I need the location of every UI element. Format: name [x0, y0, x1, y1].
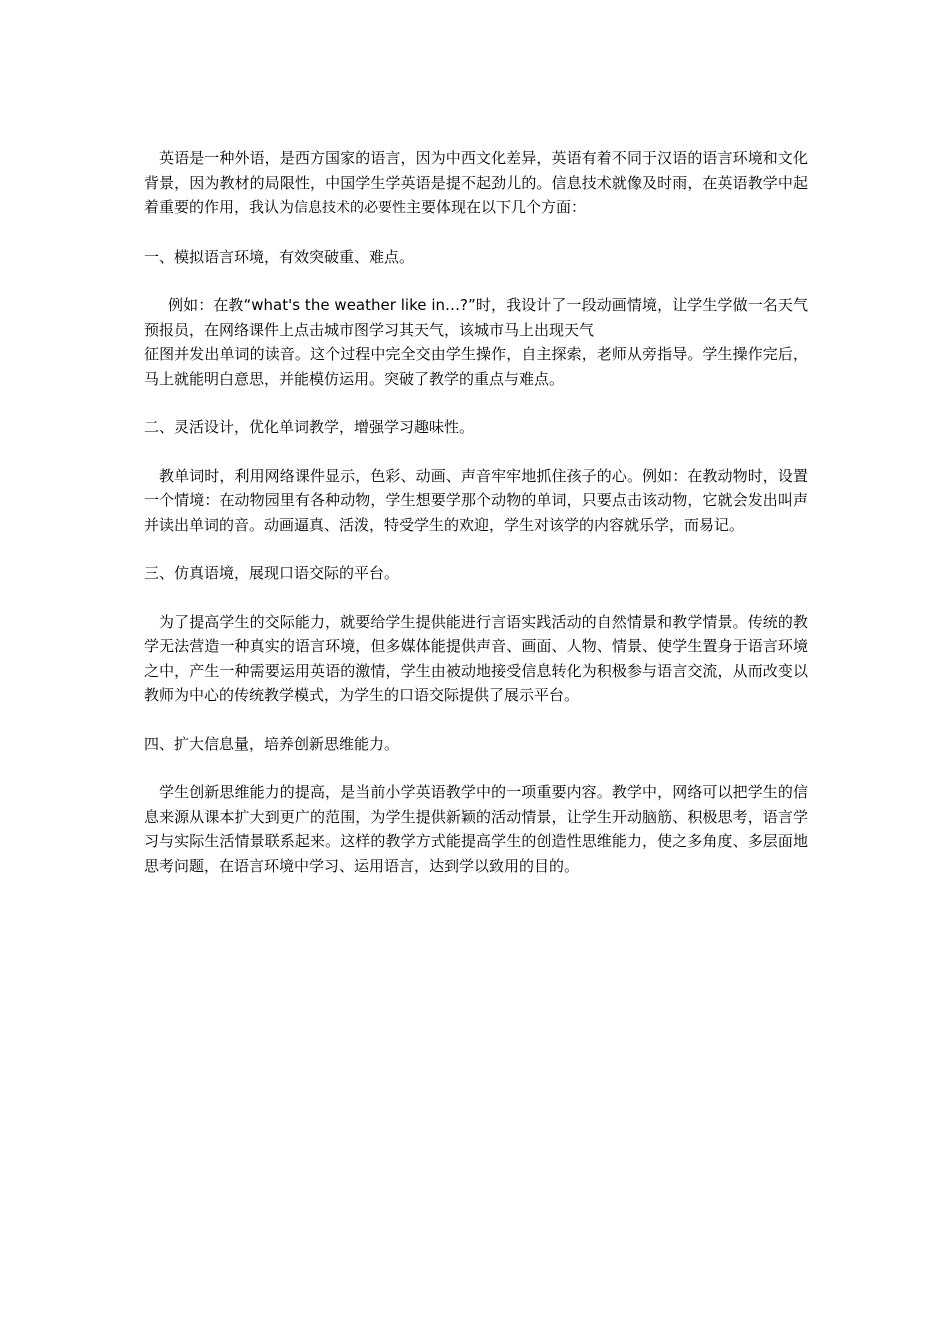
section-body-1-line2: 征图并发出单词的读音。这个过程中完全交由学生操作，自主探索，老师从旁指导。学生操作完后，马上就能明白意思，并能模仿运用。突破了教学的重点与难点。: [144, 345, 808, 388]
intro-paragraph: [144, 146, 808, 221]
section-body-2: 教单词时，利用网络课件显示，色彩、动画、声音牢牢地抓住孩子的心。例如：在教动物时，设置一个情境：在动物园里有各种动物，学生想要学那个动物的单词，只要点击该动物，它就会发出叫声并读出单词的音。动画逼真、活泼，特受学生的欢迎，学生对该学的内容就乐学，而易记。: [144, 466, 808, 534]
section-body-3: 为了提高学生的交际能力，就要给学生提供能进行言语实践活动的自然情景和教学情景。传统的教学无法营造一种真实的语言环境，但多媒体能提供声音、画面、人物、情景、使学生置身于语言环境之中，产生一种需要运用英语的激情，学生由被动地接受信息转化为积极参与语言交流，从而改变以教师为中心的传统教学模式，为学生的口语交际提供了展示平台。: [144, 612, 808, 704]
section-body-4: 学生创新思维能力的提高，是当前小学英语教学中的一项重要内容。教学中，网络可以把学生的信息来源从课本扩大到更广的范围，为学生提供新颖的活动情景，让学生开动脑筋、积极思考，语言学习与实际生活情景联系起来。这样的教学方式能提高学生的创造性思维能力，使之多角度、多层面地思考问题，在语言环境中学习、运用语言，达到学以致用的目的。: [144, 783, 808, 875]
section-heading-2: 二、灵活设计，优化单词教学，增强学习趣味性。: [144, 418, 475, 436]
section-heading-4: 四、扩大信息量，培养创新思维能力。: [144, 734, 400, 753]
intro-text-part1: 英语是一种外语，是西方国家的语言，因为中西文化差异，英语有着不同于汉语的语言环境和文化背景，因为教材的局限性，中国学生学英语是提不起劲儿的。信息技术就像及时雨，在英语教学中起着重要的作用，我认为: [144, 149, 808, 216]
document-page: [144, 146, 808, 902]
section-heading-3: 三、仿真语境，展现口语交际的平台。: [144, 564, 400, 582]
intro-text-part2: 主要体现在以下几个方面：: [406, 198, 587, 216]
intro-highlight-text: 信息技术的必要性: [294, 200, 407, 216]
section-body-1-line1: 例如：在教“what's the weather like in…?”时，我设计了一段动画情境，让学生学做一名天气预报员，在网络课件上点击城市图学习其天气，该城市马上出现天气: [144, 296, 808, 339]
section-heading-1: 一、模拟语言环境，有效突破重、难点。: [144, 247, 415, 266]
